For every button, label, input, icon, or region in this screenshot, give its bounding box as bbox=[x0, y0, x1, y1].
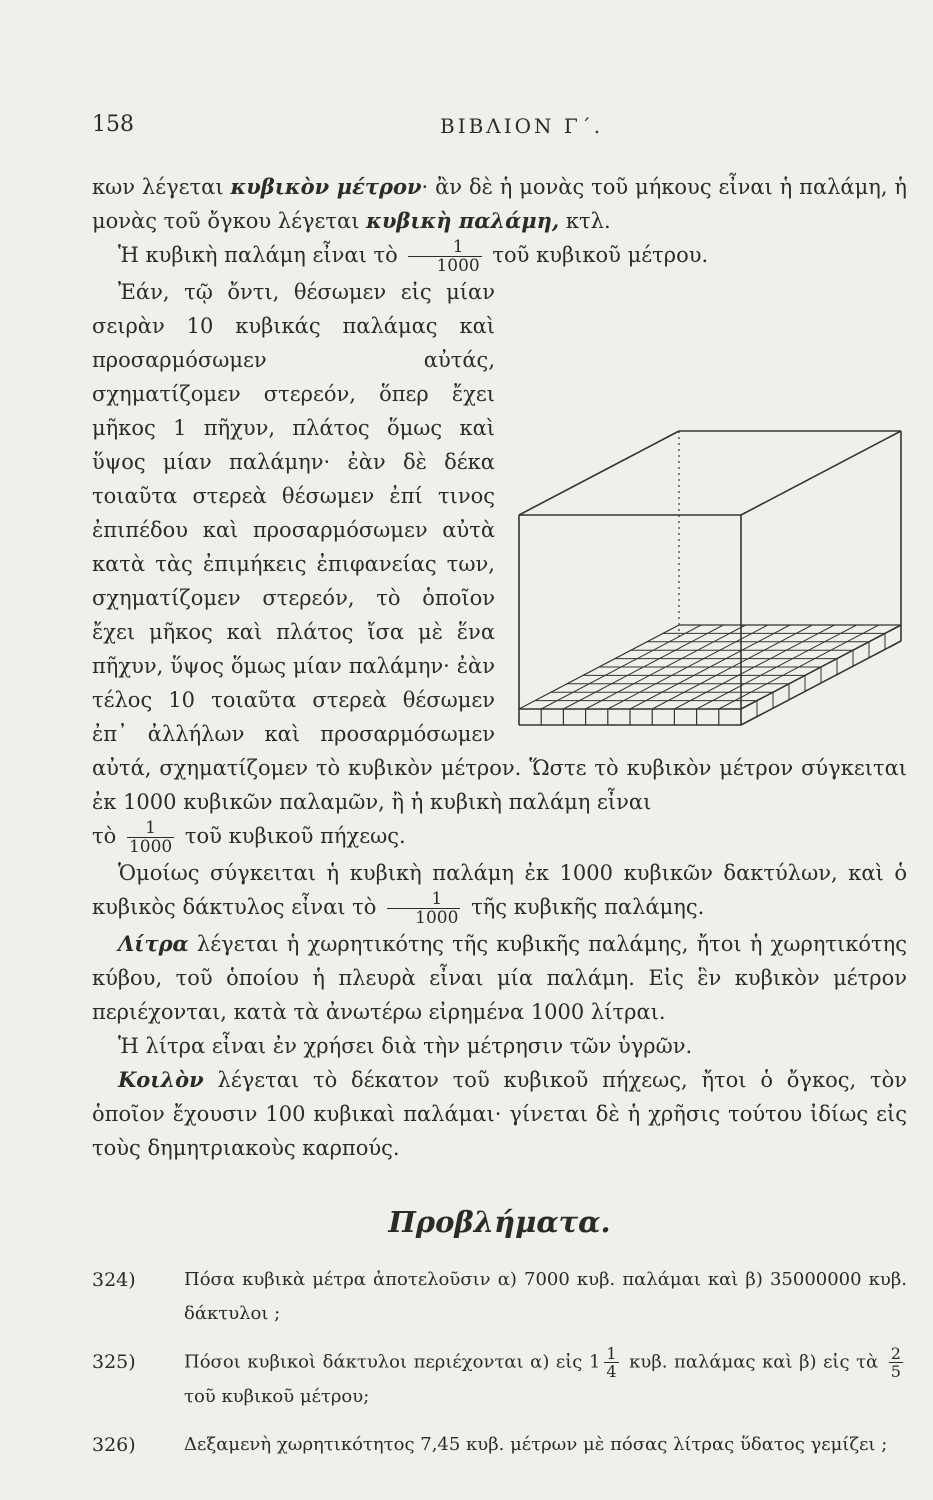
fraction-denominator: 4 bbox=[606, 1362, 617, 1381]
paragraph-palm-fraction bbox=[92, 238, 907, 275]
text-run: Ἐάν, τῷ ὄντι, θέσωμεν εἰς μίαν σειρὰν 10 κυβικάς παλάμας καὶ προσαρμόσωμεν αὐτάς, σχηματίζομεν στερεόν, ὅπερ ἔχει μῆκος 1 πῆχυν, πλάτος ὅμως καὶ ὕψος μίαν παλάμην· ἐὰν δὲ δέκα τοιαῦτα στερεὰ θέσωμεν ἐπί τινος ἐπιπέδου καὶ προσαρμόσωμεν αὐτὰ κατὰ τὰς ἐπιμήκεις ἐπιφανείας των, σχηματίζομεν στερεόν, τὸ ὁποῖον ἔχει μῆκος καὶ πλάτος ἴσα μὲ ἕνα πῆχυν, ὕψος ὅμως μίαν παλάμην· ἐὰν τέλος 10 τοιαῦτα στερεὰ θέσωμεν ἐπ᾽ ἀλλήλων καὶ προσαρμόσωμεν αὐτά, σχηματίζομεν τὸ κυβικὸν μέτρον. Ὥστε τὸ κυβικὸν μέτρον σύγκειται ἐκ 1000 κυβικῶν παλαμῶν, ἢ ἡ κυβικὴ παλάμη εἶναι bbox=[92, 280, 907, 814]
figure-wrap-block bbox=[92, 275, 907, 856]
paragraph-koilon bbox=[92, 1063, 907, 1165]
paragraph-litre bbox=[92, 927, 907, 1029]
problem-text: Πόσα κυβικὰ μέτρα ἀποτελοῦσιν α) 7000 κυβ. παλάμαι καὶ β) 35000000 κυβ. δάκτυλοι ; bbox=[184, 1269, 907, 1324]
text-run: · ἂν δὲ ἡ μονὰς τοῦ μήκους εἶναι ἡ παλάμη, ἡ μονὰς τοῦ ὄγκου λέγεται bbox=[92, 175, 907, 233]
text-run: τὸ bbox=[92, 824, 117, 848]
fraction-denominator: 1000 bbox=[415, 908, 459, 928]
fraction-numerator: 1 bbox=[408, 238, 481, 257]
paragraph-cubic-finger bbox=[92, 856, 907, 927]
problem-item bbox=[92, 1263, 907, 1331]
paragraph-cubic-meter bbox=[92, 170, 907, 238]
text-run: τοῦ κυβικοῦ μέτρου; bbox=[184, 1386, 370, 1407]
text-run: τοῦ κυβικοῦ μέτρου. bbox=[492, 243, 709, 267]
text-run: Ἡ κυβικὴ παλάμη εἶναι τὸ bbox=[118, 243, 398, 267]
problem-number: 326) bbox=[92, 1434, 136, 1456]
paragraph-litre-use: Ἡ λίτρα εἶναι ἐν χρήσει διὰ τὴν μέτρησιν τῶν ὑγρῶν. bbox=[118, 1034, 693, 1058]
problem-number: 324) bbox=[92, 1269, 136, 1291]
problem-text bbox=[184, 1345, 907, 1414]
text-run: κτλ. bbox=[559, 209, 611, 233]
problem-number: 325) bbox=[92, 1351, 136, 1373]
text-run: λέγεται ἡ χωρητικότης τῆς κυβικῆς παλάμης, ἤτοι ἡ χωρητικότης κύβου, τοῦ ὁποίου ἡ πλευρὰ εἶναι μία παλάμη. Εἰς ἓν κυβικὸν μέτρον περιέχονται, κατὰ τὰ ἀνωτέρω εἰρημένα 1000 λίτραι. bbox=[92, 932, 907, 1024]
cube-layer-figure bbox=[509, 425, 907, 745]
fraction bbox=[889, 1345, 903, 1380]
paragraph-cubic-cubit bbox=[92, 819, 907, 856]
text-run: κυβ. παλάμας καὶ β) εἰς τὰ bbox=[629, 1351, 879, 1373]
text-run: τοῦ κυβικοῦ πήχεως. bbox=[184, 824, 406, 848]
running-head: ΒΙΒΛΙΟΝ Γ΄. bbox=[440, 114, 604, 138]
text-run: κων λέγεται bbox=[92, 175, 231, 199]
text-run: Ὁμοίως σύγκειται ἡ κυβικὴ παλάμη ἐκ 1000 κυβικῶν δακτύλων, καὶ ὁ κυβικὸς δάκτυλος εἶναι τὸ bbox=[92, 861, 907, 919]
fraction-numerator: 1 bbox=[387, 890, 460, 909]
term-cubic-palm: κυβικὴ παλάμη, bbox=[366, 208, 560, 233]
fraction bbox=[408, 238, 481, 275]
fraction bbox=[127, 819, 174, 856]
problem-text: Δεξαμενὴ χωρητικότητος 7,45 κυβ. μέτρων μὲ πόσας λίτρας ὕδατος γεμίζει ; bbox=[184, 1434, 888, 1455]
page-header bbox=[0, 112, 933, 142]
fraction-numerator: 1 bbox=[606, 1344, 617, 1363]
figure-line bbox=[519, 431, 679, 515]
fraction-denominator: 5 bbox=[890, 1362, 901, 1381]
term-koilon: Κοιλὸν bbox=[118, 1067, 204, 1092]
text-run: τῆς κυβικῆς παλάμης. bbox=[471, 895, 705, 919]
section-title: Προβλήματα. bbox=[388, 1205, 611, 1239]
problem-list bbox=[92, 1263, 907, 1462]
term-cubic-meter: κυβικὸν μέτρον bbox=[230, 174, 422, 199]
figure-line bbox=[741, 431, 901, 515]
page-number: 158 bbox=[92, 112, 134, 137]
fraction-denominator: 1000 bbox=[128, 837, 173, 857]
fraction-numerator: 1 bbox=[127, 819, 174, 838]
page-body bbox=[92, 170, 907, 1476]
fraction bbox=[387, 890, 460, 927]
text-run: Πόσοι κυβικοὶ δάκτυλοι περιέχονται α) εἰς bbox=[184, 1351, 583, 1373]
problem-item bbox=[92, 1345, 907, 1414]
fraction-numerator: 2 bbox=[890, 1344, 901, 1363]
fraction-denominator: 1000 bbox=[436, 256, 480, 276]
mixed-number-whole: 1 bbox=[588, 1351, 601, 1373]
term-litre: Λίτρα bbox=[118, 931, 189, 956]
problem-item bbox=[92, 1428, 907, 1462]
text-run: λέγεται τὸ δέκατον τοῦ κυβικοῦ πήχεως, ἤτοι ὁ ὄγκος, τὸν ὁποῖον ἔχουσιν 100 κυβικαὶ παλάμαι· γίνεται δὲ ἡ χρῆσις τούτου ἰδίως εἰς τοὺς δημητριακοὺς καρπούς. bbox=[92, 1068, 907, 1160]
fraction bbox=[604, 1345, 618, 1380]
